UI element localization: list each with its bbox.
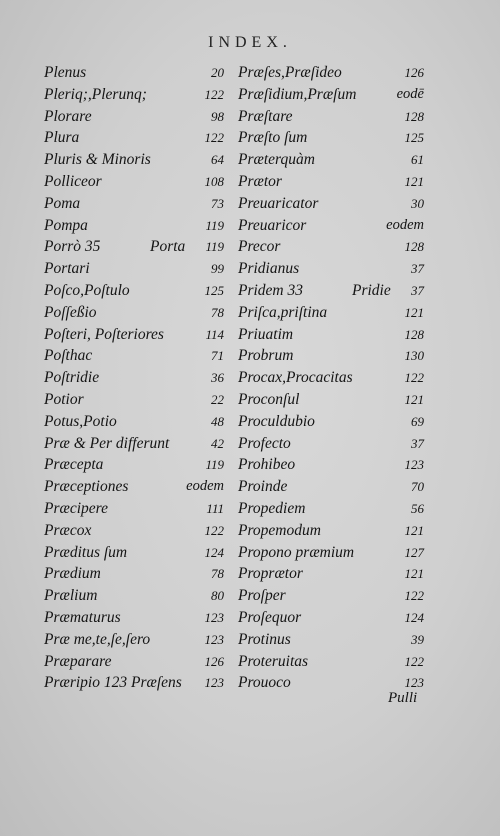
- index-entry: [238, 193, 424, 215]
- index-entry: [238, 607, 424, 629]
- page-reference: 122: [204, 522, 224, 538]
- page-reference: eodem: [186, 478, 224, 495]
- index-term: Potior: [44, 390, 84, 408]
- index-term: Præ & Per differunt: [44, 434, 170, 452]
- index-term: Præterquàm: [238, 151, 315, 169]
- index-entry: [44, 542, 224, 564]
- index-entry: [238, 280, 424, 302]
- page-reference: 128: [404, 326, 424, 342]
- index-term: Præſes,Præſideo: [238, 64, 342, 81]
- page-reference: 99: [211, 261, 224, 277]
- page-reference: 130: [404, 348, 424, 364]
- index-entry: [238, 171, 424, 193]
- page-reference: 30: [411, 195, 424, 211]
- index-entry: [238, 498, 424, 520]
- page-reference: 126: [204, 653, 224, 669]
- page-reference: 78: [211, 566, 224, 582]
- index-entry: [238, 258, 424, 280]
- page-reference: 128: [404, 239, 424, 255]
- index-term: Præripio 123 Præſens: [44, 674, 182, 692]
- index-entry: [44, 672, 224, 694]
- index-secondary-term: Pridie: [352, 281, 391, 299]
- index-entry: [44, 651, 224, 673]
- page-reference: 119: [205, 457, 224, 473]
- index-entry: [44, 454, 224, 476]
- page-reference: 123: [204, 675, 224, 691]
- page-reference: 121: [404, 173, 424, 189]
- index-entry: [238, 542, 424, 564]
- index-entry: [238, 127, 424, 149]
- index-term: Præcepta: [44, 456, 104, 474]
- index-term: Poma: [44, 194, 81, 212]
- page-reference: 111: [206, 500, 224, 516]
- index-term: Præcipere: [44, 499, 108, 517]
- index-term: Prælium: [44, 587, 98, 605]
- index-entry: [44, 367, 224, 389]
- index-entry: [44, 171, 224, 193]
- index-term: Priſca,priſtina: [238, 303, 328, 321]
- index-term: Propemodum: [238, 521, 321, 539]
- index-entry: [238, 476, 424, 498]
- index-term: Prohibeo: [238, 456, 296, 474]
- page-reference: 37: [411, 435, 424, 451]
- index-term: Præceptiones: [44, 478, 129, 496]
- index-entry: [238, 84, 424, 106]
- index-term: Poſtridie: [44, 369, 100, 387]
- page-reference: 119: [205, 217, 224, 233]
- index-term: Preuaricor: [238, 216, 307, 234]
- index-entry: [44, 389, 224, 411]
- page-reference: 48: [211, 413, 224, 429]
- index-term: Potus,Potio: [44, 412, 117, 430]
- page-reference: 121: [404, 304, 424, 320]
- page-reference: 39: [411, 631, 424, 647]
- index-entry: [238, 345, 424, 367]
- page-reference: 80: [211, 588, 224, 604]
- index-entry: [44, 345, 224, 367]
- page-title: INDEX.: [208, 34, 292, 51]
- index-entry: [238, 651, 424, 673]
- index-entry: [238, 236, 424, 258]
- index-term: Proinde: [238, 478, 288, 496]
- page-reference: 20: [211, 65, 224, 80]
- index-entry: [44, 433, 224, 455]
- index-entry: [238, 302, 424, 324]
- index-term: Proculdubio: [238, 412, 315, 430]
- page-reference: 119: [205, 239, 224, 255]
- index-term: Porrò 35: [44, 238, 101, 256]
- index-entry: [44, 106, 224, 128]
- page-reference: 121: [404, 522, 424, 538]
- index-entry: [238, 563, 424, 585]
- index-term: Pridem 33: [238, 281, 304, 299]
- index-entry: [238, 389, 424, 411]
- page-reference: 70: [411, 479, 424, 495]
- index-entry: [44, 563, 224, 585]
- index-term: Præparare: [44, 652, 112, 670]
- page-reference: 121: [404, 566, 424, 582]
- index-term: Prædium: [44, 565, 101, 583]
- index-term: Poſthac: [44, 347, 93, 365]
- index-term: Proconſul: [238, 390, 300, 408]
- page-reference: 114: [205, 326, 224, 342]
- page-reference: 124: [404, 609, 424, 625]
- index-entry: [44, 411, 224, 433]
- page-reference: 22: [211, 391, 224, 407]
- index-term: Proprætor: [238, 565, 303, 583]
- index-entry: [238, 62, 424, 84]
- index-term: Poſteri, Poſteriores: [44, 325, 164, 343]
- index-term: Præſtare: [238, 107, 293, 125]
- index-entry: [44, 127, 224, 149]
- index-term: Proſper: [238, 587, 286, 605]
- page-reference: 69: [411, 413, 424, 429]
- index-entry: [44, 258, 224, 280]
- index-entry: [44, 149, 224, 171]
- index-entry: [238, 629, 424, 651]
- index-entry: [44, 302, 224, 324]
- index-entry: [238, 411, 424, 433]
- index-term: Preuaricator: [238, 194, 319, 212]
- index-entry: [44, 215, 224, 237]
- index-term: Portari: [44, 260, 90, 278]
- index-term: Propono præmium: [238, 543, 355, 561]
- page-reference: 64: [211, 152, 224, 168]
- page-reference: 123: [204, 631, 224, 647]
- index-entry: [238, 585, 424, 607]
- right-index-column: [238, 62, 424, 694]
- index-entry: [44, 476, 224, 498]
- index-term: Pompa: [44, 216, 88, 234]
- index-entry: [238, 149, 424, 171]
- index-term: Proteruitas: [238, 652, 309, 670]
- page-reference: eodem: [386, 216, 424, 233]
- index-entry: [44, 498, 224, 520]
- index-term: Poſco,Poſtulo: [44, 281, 130, 299]
- page-reference: 71: [211, 348, 224, 364]
- index-entry: [44, 62, 224, 84]
- page-reference: 123: [404, 457, 424, 473]
- page-reference: 125: [204, 282, 224, 298]
- page-reference: eodē: [396, 85, 424, 102]
- page-reference: 122: [404, 653, 424, 669]
- index-term: Priuatim: [238, 325, 294, 343]
- index-entry: [44, 629, 224, 651]
- index-term: Protinus: [238, 630, 291, 648]
- page-reference: 78: [211, 304, 224, 320]
- page-reference: 122: [204, 86, 224, 102]
- index-entry: [238, 433, 424, 455]
- page-reference: 123: [204, 609, 224, 625]
- index-term: Plenus: [44, 64, 87, 81]
- index-term: Poſſeßio: [44, 303, 97, 321]
- index-term: Plura: [44, 129, 80, 147]
- index-entry: [238, 454, 424, 476]
- index-term: Pridianus: [238, 260, 300, 278]
- left-index-column: [44, 62, 224, 694]
- index-term: Præſto ſum: [238, 129, 308, 147]
- index-term: Prætor: [238, 172, 282, 190]
- index-entry: [44, 193, 224, 215]
- index-term: Proſequor: [238, 608, 302, 626]
- page-reference: 127: [404, 544, 424, 560]
- page-reference: 124: [204, 544, 224, 560]
- index-term: Procax,Procacitas: [238, 369, 353, 387]
- index-term: Præditus ſum: [44, 543, 128, 561]
- index-term: Præmaturus: [44, 608, 121, 626]
- page-reference: 122: [204, 130, 224, 146]
- catchword: Pulli: [388, 690, 418, 706]
- index-term: Polliceor: [44, 172, 102, 190]
- page-reference: 123: [404, 675, 424, 691]
- index-secondary-term: Porta: [150, 238, 186, 256]
- page-reference: 122: [404, 370, 424, 386]
- index-term: Præcox: [44, 521, 92, 539]
- index-entry: [238, 215, 424, 237]
- index-entry: [238, 520, 424, 542]
- page-reference: 125: [404, 130, 424, 146]
- index-term: Probrum: [238, 347, 294, 365]
- index-entry: [44, 324, 224, 346]
- index-entry: [44, 280, 224, 302]
- page-reference: 98: [211, 108, 224, 124]
- page-reference: 126: [404, 65, 424, 80]
- index-term: Præ me,te,ſe,ſero: [44, 630, 151, 648]
- index-term: Prouoco: [238, 674, 291, 692]
- index-term: Precor: [238, 238, 281, 256]
- page-reference: 108: [204, 173, 224, 189]
- index-entry: [44, 585, 224, 607]
- index-entry: [44, 607, 224, 629]
- page-reference: 128: [404, 108, 424, 124]
- page-reference: 56: [411, 500, 424, 516]
- page-reference: 36: [211, 370, 224, 386]
- index-term: Propediem: [238, 499, 306, 517]
- page-reference: 73: [211, 195, 224, 211]
- index-entry: [238, 106, 424, 128]
- page-reference: 42: [211, 435, 224, 451]
- index-term: Pluris & Minoris: [44, 151, 151, 169]
- page-reference: 37: [411, 261, 424, 277]
- page-reference: 121: [404, 391, 424, 407]
- index-entry: [238, 367, 424, 389]
- index-term: Pleriq;,Plerunq;: [44, 85, 147, 103]
- page-reference: 122: [404, 588, 424, 604]
- index-entry: [44, 520, 224, 542]
- page-reference: 37: [411, 282, 424, 298]
- index-entry: [44, 84, 224, 106]
- page-reference: 61: [411, 152, 424, 168]
- index-entry: [238, 324, 424, 346]
- index-entry: [44, 236, 224, 258]
- index-term: Præſidium,Præſum: [238, 85, 357, 103]
- index-term: Profecto: [238, 434, 291, 452]
- index-term: Plorare: [44, 107, 92, 125]
